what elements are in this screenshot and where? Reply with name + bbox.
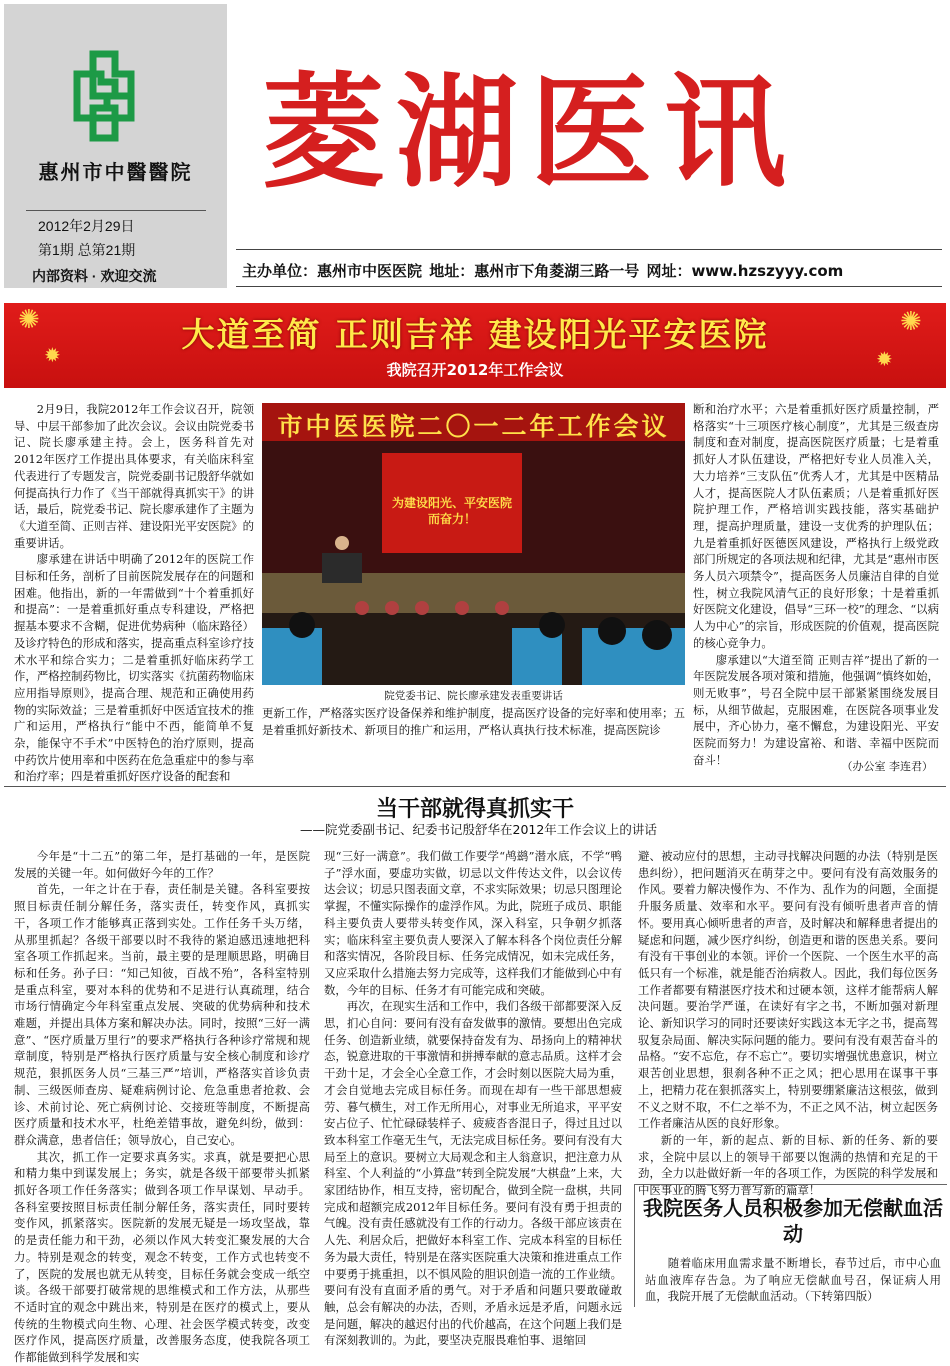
photo-caption: 院党委书记、院长廖承建发表重要讲话 <box>384 690 563 702</box>
article1-signature: （办公室 李连君） <box>841 760 933 773</box>
paragraph: 廖承建以“大道至简 正则吉祥”提出了新的一年医院发展各项对策和措施，他强调“慎终如始，则无败事”，号召全院中层干部紧紧围绕发展目标，从细节做起，克服困难，在医院各项事业发展中，齐心协力，毫不懈怠，为建设阳光、平安医院而努力！为建设富裕、和谐、幸福中医院而奋斗！ <box>693 652 939 767</box>
hospital-logo-icon <box>71 48 137 144</box>
issue-date: 2012年2月29日 <box>38 218 135 234</box>
masthead-left-panel <box>4 4 227 288</box>
article1-column2 <box>262 705 685 757</box>
paragraph: 再次，在现实生活和工作中，我们各级干部都要深入反思，扪心自问：要问有没有奋发做事的激情。要想出色完成任务、创造新业绩，就要保持奋发有为、昂扬向上的精神状态，锐意进取的干事激情和拼搏奉献的意志品质。这样才会干劲十足，才会全心全意工作，才会时刻以医院大局为重，才会自觉地去完成目标任务。而现在却有一些干部思想疲劳、暮气横生，对工作无所用心，对事业无所追求，平平安安占位子、忙忙碌碌装样子、疲疲沓沓混日子，得过且过以致本科室工作毫无生气，无法完成目标任务。要问有没有大局至上的意识。要树立大局观念和主人翁意识，把注意力从科室、个人利益的“小算盘”转到全院发展“大棋盘”上来，大家团结协作，相互支持，密切配合，做到全院一盘棋，共同完成和超额完成2012年目标任务。要问有没有勇于担责的气魄。没有责任感就没有工作的行动力。各级干部应该责在人先、利居众后，把做好本科室工作、完成本科室的目标任务为最大责任，特别是在落实医院重大决策和推进重点工作中要勇于挑重担，以不惧风险的胆识创造一流的工作业绩。要问有没有直面矛盾的勇气。对于矛盾和问题只要敢碰敢触，总会有解决的办法，否则，矛盾永远是矛盾，问题永远是问题，解决的越迟付出的代价越高，在这个问题上我们是有深刻教训的。为此，要坚决克服畏难怕事、退缩回 <box>324 999 622 1348</box>
meeting-scene-icon <box>262 403 685 685</box>
banner-subtitle: 我院召开2012年工作会议 <box>386 361 564 379</box>
paragraph: 2月9日，我院2012年工作会议召开，院领导、中层干部参加了此次会议。会议由院党委书记、院长廖承建主持。会上，医务科首先对2012年医疗工作提出具体要求，有关临床科室代表进行了专题发言，院党委副书记殷舒华就如何提高执行力作了《当干部就得真抓实干》的讲话，最后，院党委书记、院长廖承建作了主题为《大道至简、正则吉祥、建设阳光平安医院》的重要讲话。 <box>14 402 254 550</box>
paragraph: 今年是“十二五”的第二年，是打基础的一年，是医院发展的关键一年。如何做好今年的工作？ <box>14 849 310 880</box>
meeting-photo <box>262 403 685 685</box>
paragraph: 新的一年，新的起点、新的目标、新的任务、新的要求，全院中层以上的领导干部要以饱满的热情和充足的干劲，全力以赴做好新一年的各项工作，为医院的科学发展和中医事业的腾飞努力普写新的篇章！ <box>638 1132 938 1198</box>
publisher-top-rule <box>236 249 942 250</box>
paragraph: 首先，一年之计在于春，责任制是关键。各科室要按照目标责任制分解任务，落实责任，转变作风，真抓实干，各项工作才能够真正落到实处。工作任务千头万绪，从那里抓起？各级干部要以时不我待的紧迫感迅速地把科室各项工作抓起来。当前，最主要的是理顺思路，明确目标和任务。孙子曰：“知己知彼，百战不殆”，各科室特别是重点科室，要对本科的优势和不足进行认真疏理，结合市场行情确定今年科室重点发展、突破的优势病种和技术难题，并提出具体方案和解决办法。同时，按照“三好一满意”、“医疗质量万里行”的要求严格执行各种诊疗常规和规章制度，特别是严格执行医疗质量与安全核心制度和诊疗规范，狠抓医务人员“三基三严”培训，严格落实首诊负责制、三级医师查房、疑难病例讨论、危急重患者抢救、会诊、术前讨论、死亡病例讨论、交接班等制度，不断提高医疗质量和技术水平，杜绝差错事故，避免纠纷，做到：群众满意，患者信任；领导放心，自己安心。 <box>14 882 310 1147</box>
newspaper-title: 菱湖医讯 <box>262 62 798 204</box>
paragraph: 其次，抓工作一定要求真务实。求真，就是要把心思和精力集中到谋发展上；务实，就是各级干部要带头抓紧抓好各项工作任务落实；做到各项工作早谋划、早动手。各科室要按照目标责任制分解任务，落实责任，同时要转变作风，抓紧落实。医院新的发展无疑是一场攻坚战，靠的是责任能力和干劲，必须以作风大转变汇聚发展的大合力。特别是观念的转变，观念不转变，工作方式也转变不了，医院的发展也就无从转变，目标任务就会变成一纸空谈。各级干部要打破常规的思维模式和工作方法，从那些不适时宜的观念中跳出来，特别是在医疗的模式上，要从传统的生物模式向生物、心理、社会医学模式转变，改变医疗作风，提高医疗质量，改善服务态度，使我院各项工作都能做到科学发展和实 <box>14 1149 310 1365</box>
article2-column3 <box>638 848 938 1198</box>
photo-slide-text: 为建设阳光、平安医院而奋力！ <box>392 496 513 526</box>
firework-icon: ✹ <box>876 347 893 371</box>
paragraph: 断和治疗水平；六是着重抓好医疗质量控制，严格落实“十三项医疗核心制度”，尤其是三级查房制度和查对制度，提高医院医疗质量；七是着重抓好人才队伍建设，严格把好专业人员准入关，大力培养“三支队伍”优秀人才，尤其是中医精品人才，提高医院人才队伍素质；八是着重抓好医院护理工作，严格培训实践技能，落实基础护理，提高护理质量，建设一支优秀的护理队伍；九是着重抓好医德医风建设，严格执行上级党政部门所规定的各项法规和纪律，尤其是“惠州市医务人员六项禁令”，提高医务人员廉洁自律的自觉性，树立我院风清气正的良好形象；十是着重抓好医院文化建设，倡导“三环一校”的理念、“以病人为中心”的宗旨，形成医院的价值观，提高医院的核心竞争力。 <box>693 402 939 650</box>
section-divider <box>4 786 946 787</box>
publisher-info: 主办单位：惠州市中医医院 地址：惠州市下角菱湖三路一号 网址：www.hzszyyy.com <box>242 262 844 280</box>
issue-number: 第1期 总第21期 <box>38 242 136 258</box>
hospital-name: 惠州市中醫醫院 <box>38 160 193 184</box>
article2-subtitle: ——院党委副书记、纪委书记殷舒华在2012年工作会议上的讲话 <box>300 822 657 837</box>
article2-title: 当干部就得真抓实干 <box>375 797 574 822</box>
paragraph: 更新工作，严格落实医疗设备保养和维护制度，提高医疗设备的完好率和使用率；五是着重抓好新技术、新项目的推广和运用，严格认真执行技术标准，提高医院诊 <box>262 706 685 737</box>
photo-banner-text: 市中医医院二〇一二年工作会议 <box>277 412 670 441</box>
firework-icon: ✹ <box>44 343 61 367</box>
masthead-divider <box>26 210 206 211</box>
paragraph: 避、被动应付的思想，主动寻找解决问题的办法（特别是医患纠纷），把问题消灭在萌芽之中。要问有没有高效服务的作风。要着力解决慢作为、不作为、乱作为的问题，全面提升服务质量、效率和水平。要问有没有倾听患者声音的情怀。要用真心倾听患者的声音，及时解决和解释患者提出的疑虑和问题，减少医疗纠纷，创造更和谐的医患关系。要问有没有干事创业的本领。评价一个医院、一个医生水平的高低只有一个标准，就是能否治病救人。因此，我们每位医务工作者都要有精湛医疗技术和过硬本领，这样才能帮病人解决问题。要治学严谨，在读好有字之书，不断加强对新理论、新知识学习的同时还要读好实践这本无字之书，提高驾驭复杂局面、解决实际问题的能力。要问有没有艰苦奋斗的品格。“安不忘危，存不忘亡”。要切实增强忧患意识，树立艰苦创业思想，狠刹各种不正之风；把心思用在谋事干事上，把精力花在狠抓落实上，特别要绷紧廉洁这根弦，做到不义之财不取，不仁之举不为，不正之风不沾，树立起医务工作者廉洁从医的良好形象。 <box>638 849 938 1131</box>
issue-note: 内部资料 · 欢迎交流 <box>32 268 157 284</box>
sidebar-title: 我院医务人员积极参加无偿献血活动 <box>643 1196 943 1246</box>
article2-column2 <box>324 848 622 1348</box>
sidebar-text <box>645 1255 941 1305</box>
paragraph: 随着临床用血需求量不断增长，春节过后，市中心血站血液库存告急。为了响应无偿献血号召，保证病人用血，我院开展了无偿献血活动。（下转第四版） <box>645 1256 941 1304</box>
blood-donation-box <box>634 1184 947 1307</box>
paragraph: 廖承建在讲话中明确了2012年的医院工作目标和任务，剖析了目前医院发展存在的问题和困难。他指出，新的一年需做到“十个着重抓好和提高”：一是着重抓好重点专科建设，严格把握基本要求不含糊，促进优势病种（临床路径）及诊疗特色的形成和落实，提高重点科室诊疗技术水平和综合实力；二是着重抓好临床药学工作，严格控制药物比，切实落实《抗菌药物临床应用指导原则》，提高合理、规范和正确使用药物的实际效益；三是着重抓好中医适宜技术的推广和运用，严格执行“能中不西，能简单不复杂，能保守不手术”中医特色的治疗原则，提高中药饮片使用率和中医药在危急重症中的参与率和治疗率；四是着重抓好医疗设备的配套和 <box>14 552 254 784</box>
firework-icon: ✺ <box>18 305 40 335</box>
banner-title: 大道至简 正则吉祥 建设阳光平安医院 <box>181 315 769 354</box>
firework-icon: ✺ <box>900 307 922 337</box>
headline-banner <box>4 303 946 388</box>
article1-column1 <box>14 401 254 784</box>
paragraph: 现“三好一满意”。我们做工作要学“鸬鹚”潜水底，不学“鸭子”浮水面，要虚功实做，切忌以文件传达文件，以会议传达会议；切忌只图表面文章，不求实际效果；切忌只图理论掌握，不懂实际操作的虚浮作风。为此，院班子成员、职能科主要负责人要带头转变作风，深入科室，只争朝夕抓落实；临床科室主要负责人要深入了解本科各个岗位责任分解和落实情况，各阶段目标、任务完成情况，如未完成任务，又应采取什么措施去努力完成等，这样我们才能做到心中有数，今年的目标、任务才有可能完成和突破。 <box>324 849 622 997</box>
article2-column1 <box>14 848 310 1365</box>
publisher-bottom-rule <box>236 286 942 287</box>
